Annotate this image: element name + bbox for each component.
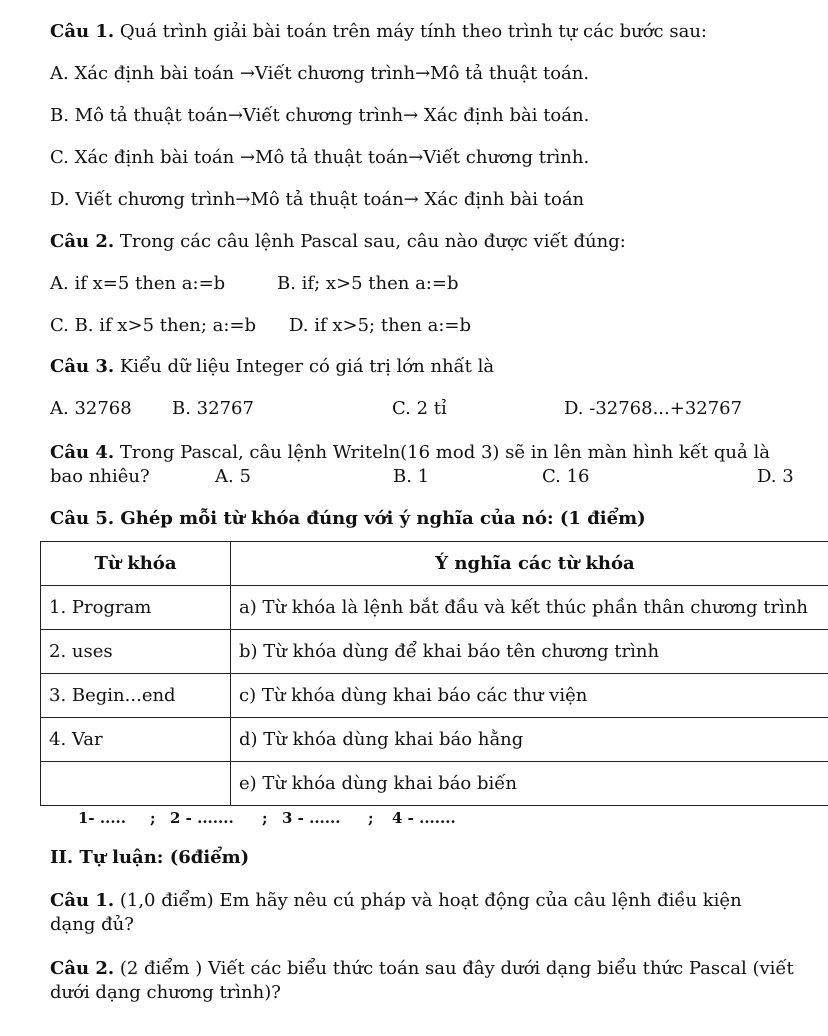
answer-separator: ; [368, 809, 374, 827]
q4-stem-continued: bao nhiêu? [50, 466, 150, 487]
q4-option-d[interactable]: D. 3 [757, 466, 794, 487]
part2-q1-stem-continued: dạng đủ? [50, 914, 134, 935]
q2-option-c[interactable]: C. B. if x>5 then; a:=b [50, 315, 257, 336]
header-meaning: Ý nghĩa các từ khóa [231, 542, 828, 586]
q1-option-c[interactable]: C. Xác định bài toán →Mô tả thuật toán→Viết chương trình. [50, 147, 590, 168]
keyword-cell: 2. uses [41, 630, 231, 674]
q3-option-c[interactable]: C. 2 tỉ [392, 398, 447, 419]
q1-stem [50, 20, 707, 44]
q4-text: Trong Pascal, câu lệnh Writeln(16 mod 3) sẽ in lên màn hình kết quả là [114, 442, 770, 463]
part2-q2-text: (2 điểm ) Viết các biểu thức toán sau đây dưới dạng biểu thức Pascal (viết [114, 958, 794, 979]
q4-stem [50, 441, 770, 465]
answer-blank-2[interactable]: 2 - ....... [170, 809, 234, 827]
q4-option-b[interactable]: B. 1 [393, 466, 430, 487]
keyword-cell: 4. Var [41, 718, 231, 762]
q2-text: Trong các câu lệnh Pascal sau, câu nào được viết đúng: [114, 231, 626, 252]
q1-option-d[interactable]: D. Viết chương trình→Mô tả thuật toán→ Xác định bài toán [50, 189, 585, 210]
table-row [41, 586, 828, 630]
table-row [41, 630, 828, 674]
table-row [41, 718, 828, 762]
part2-q2-stem [50, 957, 794, 981]
q4-option-a[interactable]: A. 5 [215, 466, 251, 487]
q2-stem [50, 230, 626, 254]
table-header-row [41, 542, 828, 586]
q3-option-a[interactable]: A. 32768 [50, 398, 132, 419]
table-row [41, 762, 828, 806]
q1-option-b[interactable]: B. Mô tả thuật toán→Viết chương trình→ Xác định bài toán. [50, 105, 590, 126]
q3-option-b[interactable]: B. 32767 [172, 398, 254, 419]
q1-text: Quá trình giải bài toán trên máy tính theo trình tự các bước sau: [114, 21, 707, 42]
meaning-cell: d) Từ khóa dùng khai báo hằng [231, 718, 828, 762]
answer-separator: ; [262, 809, 268, 827]
q4-option-c[interactable]: C. 16 [542, 466, 590, 487]
meaning-cell: a) Từ khóa là lệnh bắt đầu và kết thúc phần thân chương trình [231, 586, 828, 630]
q5-answer-blanks [78, 806, 456, 830]
q2-option-b[interactable]: B. if; x>5 then a:=b [277, 273, 459, 294]
meaning-cell: b) Từ khóa dùng để khai báo tên chương trình [231, 630, 828, 674]
q2-option-a[interactable]: A. if x=5 then a:=b [50, 273, 226, 294]
q1-label: Câu 1. [50, 21, 115, 42]
q4-label: Câu 4. [50, 442, 115, 463]
part2-q2-label: Câu 2. [50, 958, 115, 979]
part2-title: II. Tự luận: (6điểm) [50, 847, 250, 868]
keyword-cell: 3. Begin...end [41, 674, 231, 718]
header-keyword: Từ khóa [41, 542, 231, 586]
meaning-cell: c) Từ khóa dùng khai báo các thư viện [231, 674, 828, 718]
part2-q2-stem-continued: dưới dạng chương trình)? [50, 982, 281, 1003]
q3-stem [50, 355, 494, 379]
q2-option-d[interactable]: D. if x>5; then a:=b [289, 315, 472, 336]
answer-separator: ; [150, 809, 156, 827]
q3-option-d[interactable]: D. -32768...+32767 [564, 398, 743, 419]
q2-label: Câu 2. [50, 231, 115, 252]
answer-blank-3[interactable]: 3 - ...... [282, 809, 341, 827]
part2-q1-text: (1,0 điểm) Em hãy nêu cú pháp và hoạt động của câu lệnh điều kiện [114, 890, 742, 911]
keyword-cell: 1. Program [41, 586, 231, 630]
answer-blank-4[interactable]: 4 - ....... [392, 809, 456, 827]
keyword-matching-table [40, 541, 828, 806]
q5-title: Câu 5. Ghép mỗi từ khóa đúng với ý nghĩa của nó: (1 điểm) [50, 508, 646, 529]
q3-label: Câu 3. [50, 356, 115, 377]
part2-q1-stem [50, 889, 742, 913]
answer-blank-1[interactable]: 1- ..... [78, 809, 126, 827]
q3-text: Kiểu dữ liệu Integer có giá trị lớn nhất là [114, 356, 495, 377]
keyword-cell [41, 762, 231, 806]
part2-q1-label: Câu 1. [50, 890, 115, 911]
table-row [41, 674, 828, 718]
q1-option-a[interactable]: A. Xác định bài toán →Viết chương trình→Mô tả thuật toán. [50, 63, 590, 84]
meaning-cell: e) Từ khóa dùng khai báo biến [231, 762, 828, 806]
